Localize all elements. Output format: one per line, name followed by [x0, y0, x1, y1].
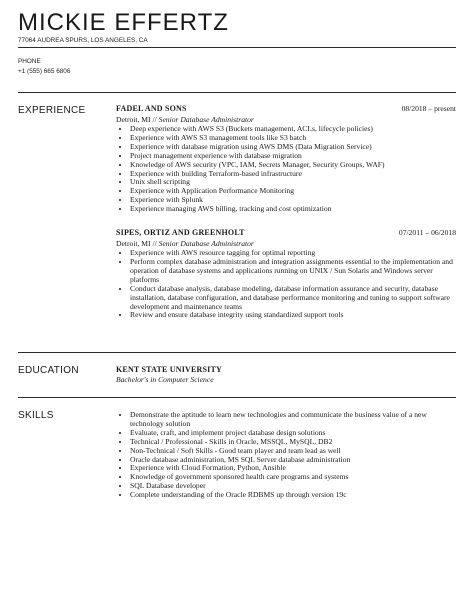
job-location: Detroit, MI [116, 115, 151, 124]
list-item: • Experience with Splunk [130, 196, 456, 205]
list-item: • Demonstrate the aptitude to learn new technologies and communicate the business value of a new technology solution [130, 411, 456, 429]
job-dates: 07/2011 – 06/2018 [398, 228, 456, 238]
job-header [116, 228, 456, 239]
list-item: • Knowledge of AWS security (VPC, IAM, Secrets Manager, Security Groups, WAF) [130, 161, 456, 170]
job-dates: 08/2018 – present [401, 104, 456, 113]
list-item: • Conduct database analysis, database modeling, database information assurance and security, database installation, database configuration, and database performance monitoring and tuning to support software development and maintenance teams [130, 285, 456, 312]
list-item: • Experience with AWS S3 management tools like S3 batch [130, 134, 456, 143]
job-location: Detroit, MI [116, 239, 151, 249]
experience-section-title: EXPERIENCE [18, 105, 86, 116]
list-item: • SQL Database developer [130, 482, 456, 491]
list-item: • Perform complex database administration and integration assignments essential to the implementation and operation of database systems and applications running on UNIX / Sun Solaris and Windows server platforms [130, 258, 456, 285]
header-divider [18, 47, 456, 48]
list-item: • Knowledge of government sponsored health care programs and systems [130, 473, 456, 482]
job-entry [116, 228, 456, 320]
experience-section [116, 104, 456, 320]
employer-name: SIPES, ORTIZ AND GREENHOLT [116, 228, 245, 238]
phone-value: +1 (555) 665 6806 [18, 68, 71, 75]
candidate-name: MICKIE EFFERTZ [18, 9, 229, 36]
list-item: • Experience with AWS resource tagging for optimal reporting [130, 249, 456, 258]
job-role: Senior Database Administrator [158, 239, 254, 249]
skills-section-title: SKILLS [18, 410, 54, 421]
experience-divider [18, 352, 456, 353]
skills-section [116, 411, 456, 500]
job-bullets [116, 125, 456, 214]
candidate-address: 77064 AUDREA SPURS, LOS ANGELES, CA [18, 37, 148, 44]
job-header [116, 104, 456, 115]
job-role: Senior Database Administrator [158, 115, 254, 124]
job-separator: // [152, 239, 157, 249]
contact-divider [18, 92, 456, 93]
job-bullets [116, 249, 456, 320]
education-divider [18, 397, 456, 398]
phone-label: PHONE [18, 58, 41, 65]
school-name: KENT STATE UNIVERSITY [116, 365, 223, 374]
education-section [116, 364, 456, 385]
degree: Bachelor's in Computer Science [116, 375, 214, 384]
list-item: • Project management experience with database migration [130, 152, 456, 161]
list-item: • Experience with database migration using AWS DMS (Data Migration Service) [130, 143, 456, 152]
list-item: • Oracle database administration, MS SQL Server database administration [130, 456, 456, 465]
list-item: • Evaluate, craft, and implement project database design solutions [130, 429, 456, 438]
job-separator: // [152, 115, 157, 124]
list-item: • Review and ensure database integrity using standardized support tools [130, 311, 456, 320]
list-item: • Experience with building Terraform-based infrastructure [130, 170, 456, 179]
list-item: • Experience with Cloud Formation, Python, Ansible [130, 464, 456, 473]
job-entry [116, 104, 456, 214]
list-item: • Complete understanding of the Oracle RDBMS up through version 19c [130, 491, 456, 500]
list-item: • Experience managing AWS billing, tracking and cost optimization [130, 205, 456, 214]
list-item: • Unix shell scripting [130, 178, 456, 187]
list-item: • Experience with Application Performance Monitoring [130, 187, 456, 196]
skills-list [116, 411, 456, 500]
list-item: • Technical / Professional - Skills in Oracle, MSSQL, MySQL, DB2 [130, 438, 456, 447]
education-section-title: EDUCATION [18, 365, 79, 376]
list-item: • Non-Technical / Soft Skills - Good team player and team lead as well [130, 447, 456, 456]
employer-name: FADEL AND SONS [116, 104, 187, 113]
list-item: • Deep experience with AWS S3 (Buckets management, ACLs, lifecycle policies) [130, 125, 456, 134]
